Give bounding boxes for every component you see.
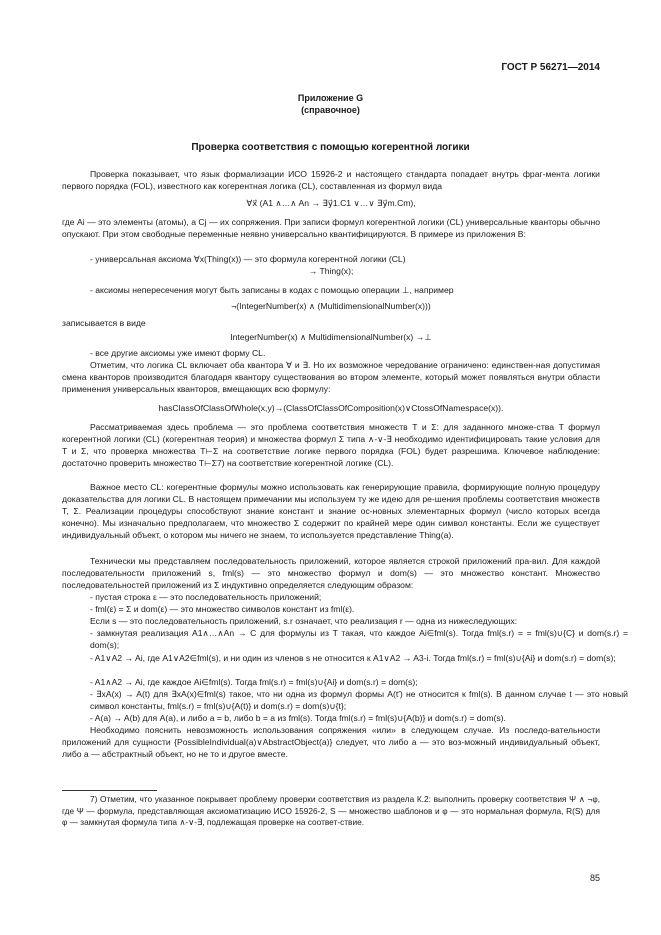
paragraph-problem: Рассматриваемая здесь проблема — это проблема соответствия множеств T и Σ: для заданного множе-ства T формул когерентной логики (CL) (когерентная теория) и множества формул Σ типа ∧-∨-∃ необходимо идентифицировать такие условия для T и Σ, что проверка множества T⊢Σ на соответствие логике первого порядка (FOL) будет разрешима. Ключевое наблюдение: достаточно проверить множество T⊢Σ7) на соответствие когерентной логике (CL). [62,422,600,469]
list-item-existential: - ∃xA(x) → A(t) для ∃xA(x)∈fml(s) такое, что ни одна из формул формы A(t′) не относится к fml(s). В данном случае t — это новый символ константы, fml(s.r) = fml(s)∪{A(t)} и dom(s.r) = dom(s)∪{t}; [90,689,628,712]
formula-cl-form: ∀x⃗ (A1 ∧…∧ An → ∃y⃗1.C1 ∨…∨ ∃y⃗m.Cm), [246,198,416,208]
formula-thing: → Thing(x); [308,266,354,276]
formula-integer-bottom: IntegerNumber(x) ∧ MultidimensionalNumber(x) →⊥ [230,332,432,342]
list-item-equality: - A(a) → A(b) для A(a), и либо a = b, либо b = a из fml(s). Тогда fml(s.r) = fml(s)∪{A(b)} и dom(s.r) = dom(s). [90,713,506,723]
paragraph-atoms: где Ai — это элементы (атомы), а Cj — их сопряжения. При записи формул когерентной логики (CL) универсальные кванторы обычно опускают. При этом свободные переменные неявно универсально квантифицируются. В примере из приложения В: [62,217,600,240]
list-item-disjunction: - A1∨A2 → Ai, где A1∨A2∈fml(s), и ни один из членов s не относится к A1∨A2 → A3-i. Тогда fml(s.r) = fml(s)∪{Ai} и dom(s.r) = dom(s); [90,653,616,663]
paragraph-intro: Проверка показывает, что язык формализации ИСО 15926-2 и настоящего стандарта попадает внутрь фраг-мента логики первого порядка (FOL), известного как когерентная логика (CL), составленная из формул вида [62,169,600,192]
list-item-other-axioms: - все другие аксиомы уже имеют форму CL. [90,348,266,358]
appendix-kind: (справочное) [301,105,360,115]
appendix-name: Приложение G [297,93,364,103]
list-item-empty-string: - пустая строка ε — это последовательность приложений; [90,592,322,602]
footnote-separator [62,790,157,791]
text-written-as: записывается в виде [62,318,146,328]
list-item-fml-epsilon: - fml(ε) = Σ и dom(ε) — это множество символов констант из fml(ε). [90,604,355,614]
paragraph-applications: Технически мы представляем последовательность приложений, которое является строкой приложений пра-вил. Для каждой последовательности приложений s, fml(s) — это множество формул и dom(s) — это множество констант. Множество последовательностей приложений из Σ индуктивно определяется следующим образом: [62,556,600,591]
list-item-disjoint-axioms: - аксиомы непересечения могут быть записаны в кодах с помощью операции ⊥, например [90,285,454,295]
formula-not-integer: ¬(IntegerNumber(x) ∧ (MultidimensionalNumber(x))) [231,301,431,311]
list-item-closed-realization: - замкнутая реализация A1∧…∧An → C для формулы из T такая, что каждое Ai∈fml(s). Тогда fml(s.r) = = fml(s)∪{C} и dom(s.r) = dom(s); [90,628,628,651]
page-title: Проверка соответствия с помощью когерентной логики [191,142,470,153]
paragraph-quantifiers: Отметим, что логика CL включает оба квантора ∀ и ∃. Но их возможное чередование ограничено: единствен-ная допустимая смена кванторов производится благодаря квантору существования во втором элементе, который может появляться внутри области применения универсальных кванторов, вмещающих всю формулу: [62,360,600,395]
paragraph-generating-rules: Важное место CL: когерентные формулы можно использовать как генерирующие правила, формирующие полную процедуру доказательства для логики CL. В настоящем примечании мы используем ту же идею для ре-шения проблемы соответствия множеств T, Σ. Реализации процедуры способствуют знание констант и знание ос-новных элементарных формул (число которых всегда конечно). Мы изначально предполагаем, что множество Σ содержит по крайней мере один символ константы. Если же существует индивидуальный объект, о котором мы ничего не знаем, то используется представление Thing(a). [62,482,600,541]
footnote: 7) Отметим, что указанное покрывает проблему проверки соответствия из раздела К.2: выполнить проверку соответствия Ψ ∧ ¬φ, где Ψ — формула, представляющая аксиоматизацию ИСО 15926-2, S — множество шаблонов и φ — это нормальная формула, R(S) для φ — замкнутая формула типа ∧-∨-∃, подлежащая проверке на соответ-ствие. [62,794,600,828]
paragraph-or-conjugation: Необходимо пояснить невозможность использования сопряжения «или» в следующем случае. Из последо-вательности приложений для сущности {PossibleIndividual(a)∨AbstractObject(a)} следует, что либо a — это воз-можный индивидуальный объект, либо a — абстрактный объект, но не то и другое вместе. [62,725,600,760]
list-item-universal-axiom: - универсальная аксиома ∀x(Thing(x)) — это формула когерентной логики (CL) [90,254,406,264]
page-number: 85 [589,873,600,883]
formula-has-class: hasClassOfClassOfWhole(x,y)→(ClassOfClassOfComposition(x)∨CtossOfNamespace(x)). [158,403,504,413]
paragraph-realization: Если s — это последовательность приложений, s.r означает, что реализация r — одна из нижеследующих: [90,616,518,626]
document-header: ГОСТ Р 56271—2014 [501,62,600,73]
list-item-conjunction: - A1∧A2 → Ai, где каждое Ai∈fml(s). Тогда fml(s.r) = fml(s)∪{Ai} и dom(s.r) = dom(s); [90,677,418,687]
